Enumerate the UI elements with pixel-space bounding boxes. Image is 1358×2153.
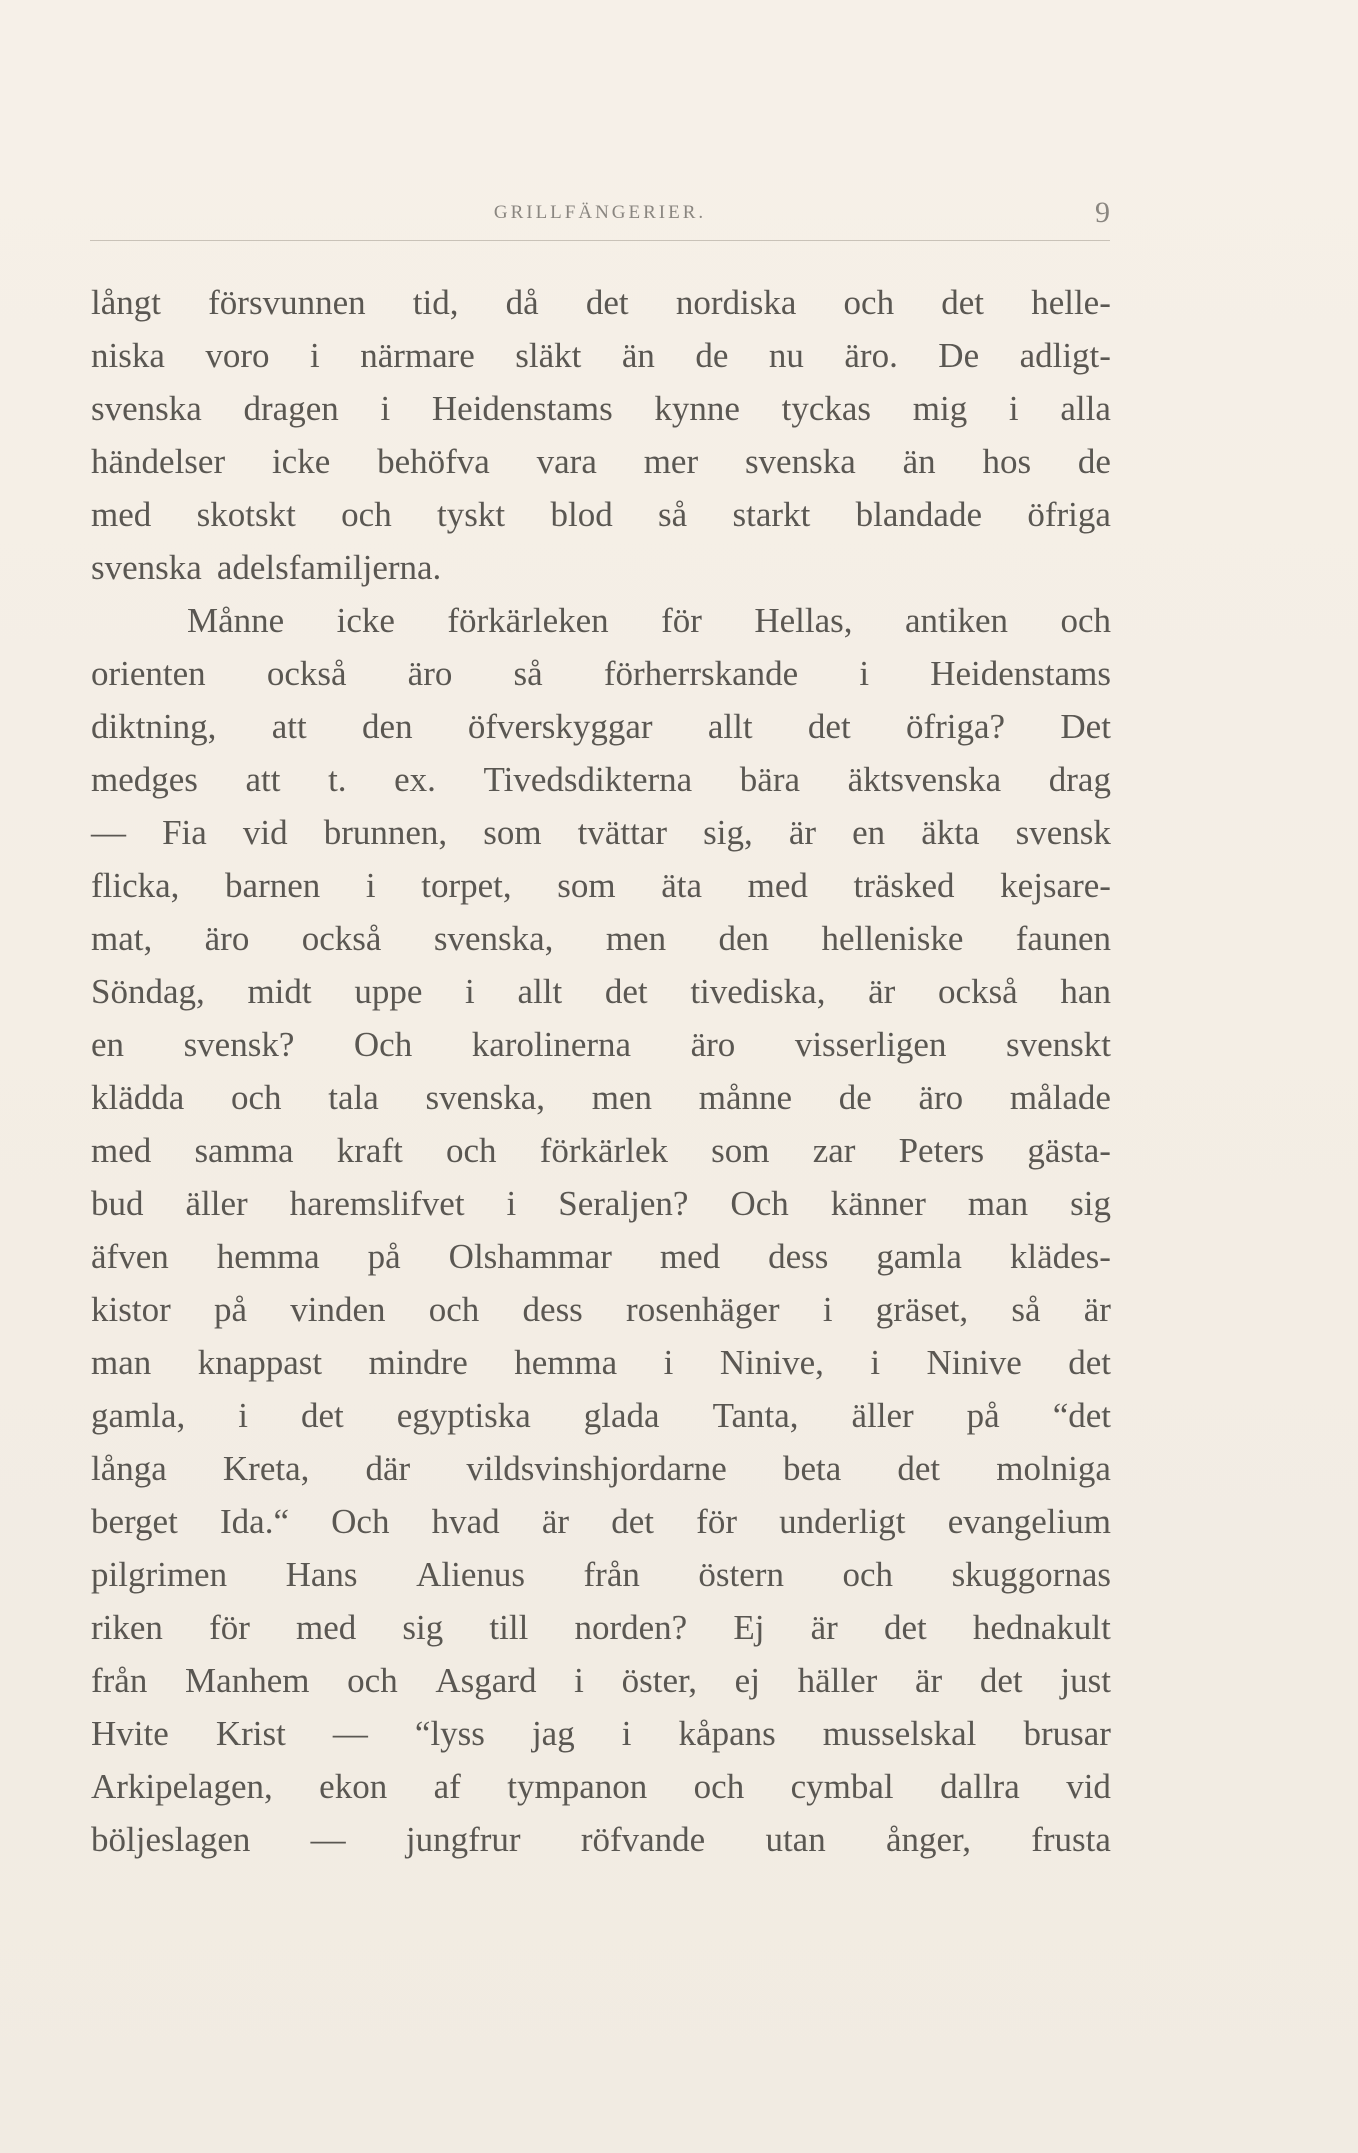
word: händelser — [91, 442, 226, 481]
word: underligt — [779, 1502, 906, 1541]
word: svenska — [91, 389, 202, 428]
running-head — [90, 196, 1110, 241]
word: karolinerna — [471, 1025, 632, 1064]
word: Månne — [187, 601, 285, 640]
word: tyckas — [781, 389, 872, 428]
word: den — [718, 919, 770, 958]
word: haremslifvet — [289, 1184, 465, 1223]
word: känner — [830, 1184, 926, 1223]
word: icke — [336, 601, 395, 640]
word: gästa- — [1027, 1131, 1111, 1170]
word: det — [897, 1449, 941, 1488]
word: i — [621, 1714, 632, 1753]
word: med — [659, 1237, 721, 1276]
text-line — [91, 1760, 1111, 1813]
word: helle- — [1031, 283, 1111, 322]
word: Söndag, — [91, 972, 205, 1011]
word: det — [979, 1661, 1023, 1700]
word: tala — [328, 1078, 379, 1117]
word: från — [91, 1661, 148, 1700]
word: för — [661, 601, 702, 640]
word: Ninive, — [719, 1343, 824, 1382]
word: hvad — [431, 1502, 500, 1541]
word: glada — [583, 1396, 660, 1435]
word: där — [365, 1449, 411, 1488]
word: att — [245, 760, 281, 799]
word: i — [465, 972, 475, 1011]
word: medges — [91, 760, 198, 799]
word: adligt- — [1019, 336, 1111, 375]
text-line — [91, 1018, 1111, 1071]
text-line — [91, 488, 1111, 541]
word: det — [1068, 1343, 1111, 1382]
word: den — [362, 707, 413, 746]
word: t. — [328, 760, 347, 799]
word: voro — [205, 336, 270, 375]
word: midt — [247, 972, 312, 1011]
word: som — [711, 1131, 770, 1170]
word: mer — [643, 442, 699, 481]
word: skuggornas — [951, 1555, 1111, 1594]
word: och — [693, 1767, 745, 1806]
word: äkta — [921, 813, 980, 852]
word: ej — [734, 1661, 760, 1700]
word: också — [938, 972, 1018, 1011]
word: försvunnen — [208, 283, 366, 322]
word: är — [915, 1661, 943, 1700]
word: tympanon — [507, 1767, 648, 1806]
word: med — [91, 495, 152, 534]
word: i — [822, 1290, 833, 1329]
word: öster, — [621, 1661, 697, 1700]
word: dess — [768, 1237, 829, 1276]
word: — — [91, 813, 126, 852]
word: Kreta, — [222, 1449, 310, 1488]
text-line — [91, 1283, 1111, 1336]
word: långt — [91, 283, 161, 322]
text-line — [91, 329, 1111, 382]
word: närmare — [360, 336, 475, 375]
word: “lyss — [414, 1714, 485, 1753]
word: sig, — [703, 813, 753, 852]
word: brusar — [1023, 1714, 1111, 1753]
word: äro — [918, 1078, 964, 1117]
word: också — [266, 654, 347, 693]
word: han — [1060, 972, 1111, 1011]
word: med — [747, 866, 808, 905]
word: hemma — [514, 1343, 618, 1382]
word: faunen — [1015, 919, 1111, 958]
word: Heidenstams — [431, 389, 613, 428]
word: Tanta, — [712, 1396, 799, 1435]
text-line — [91, 1071, 1111, 1124]
page-number: 9 — [1095, 196, 1110, 229]
word: och — [231, 1078, 282, 1117]
word: träsked — [853, 866, 955, 905]
text-line — [91, 647, 1111, 700]
text-line — [91, 1707, 1111, 1760]
word: tyskt — [437, 495, 506, 534]
text-line — [91, 382, 1111, 435]
word: äro — [204, 919, 250, 958]
word: Tivedsdikterna — [483, 760, 693, 799]
word: i — [1008, 389, 1019, 428]
word: bära — [739, 760, 801, 799]
word: är — [788, 813, 817, 852]
word: musselskal — [822, 1714, 977, 1753]
word: förkärlek — [539, 1131, 668, 1170]
word: evangelium — [947, 1502, 1111, 1541]
word: häller — [797, 1661, 878, 1700]
word: äta — [661, 866, 702, 905]
word: pilgrimen — [91, 1555, 228, 1594]
word: till — [489, 1608, 529, 1647]
word: och — [843, 283, 895, 322]
word: men — [591, 1078, 653, 1117]
word: svenska, — [433, 919, 554, 958]
word: för — [696, 1502, 737, 1541]
word: gamla, — [91, 1396, 186, 1435]
word: äktsvenska — [847, 760, 1002, 799]
word: zar — [812, 1131, 856, 1170]
word: vildsvinshjordarne — [466, 1449, 727, 1488]
word: öfriga? — [905, 707, 1006, 746]
word: är — [810, 1608, 838, 1647]
word: icke — [271, 442, 331, 481]
word: en — [852, 813, 886, 852]
word: ånger, — [885, 1820, 972, 1859]
word: tid, — [412, 283, 459, 322]
word: i — [506, 1184, 517, 1223]
word: svenska — [744, 442, 856, 481]
word: Ej — [733, 1608, 765, 1647]
word: Asgard — [435, 1661, 537, 1700]
word: det — [807, 707, 851, 746]
word: svensk? — [183, 1025, 295, 1064]
word: utan — [765, 1820, 826, 1859]
word: Hellas, — [754, 601, 853, 640]
text-line — [91, 859, 1111, 912]
word: Alienus — [416, 1555, 525, 1594]
word: det — [611, 1502, 654, 1541]
word: att — [271, 707, 307, 746]
text-line — [91, 1813, 1111, 1866]
word: klädes- — [1009, 1237, 1111, 1276]
word: helleniske — [821, 919, 964, 958]
word: barnen — [225, 866, 321, 905]
word: cymbal — [790, 1767, 894, 1806]
word: släkt — [515, 336, 582, 375]
word: gräset, — [875, 1290, 969, 1329]
text-line — [91, 912, 1111, 965]
text-line — [91, 594, 1111, 647]
word: dragen — [243, 389, 339, 428]
text-line — [91, 753, 1111, 806]
word: starkt — [732, 495, 811, 534]
running-title: GRILLFÄNGERIER. — [493, 202, 707, 223]
word: kynne — [654, 389, 740, 428]
word: hemma — [216, 1237, 320, 1276]
word: torpet, — [421, 866, 512, 905]
text-line — [91, 1177, 1111, 1230]
text-line — [91, 541, 1111, 594]
word: allt — [517, 972, 563, 1011]
word: allt — [707, 707, 753, 746]
word: brunnen, — [323, 813, 448, 852]
text-line — [91, 1124, 1111, 1177]
word: kistor — [91, 1290, 171, 1329]
word: orienten — [91, 654, 206, 693]
word: långa — [91, 1449, 167, 1488]
word: är — [868, 972, 896, 1011]
word: i — [365, 866, 376, 905]
word: i — [238, 1396, 248, 1435]
word: de — [695, 336, 729, 375]
word: knappast — [197, 1343, 323, 1382]
text-line — [91, 435, 1111, 488]
word: Manhem — [185, 1661, 310, 1700]
word: man — [91, 1343, 152, 1382]
word: och — [341, 495, 392, 534]
word: det — [585, 283, 629, 322]
word: vinden — [290, 1290, 386, 1329]
word: röfvande — [580, 1820, 706, 1859]
word: på — [367, 1237, 401, 1276]
word: i — [663, 1343, 674, 1382]
word: Hans — [285, 1555, 358, 1594]
word: — — [310, 1820, 346, 1859]
word: man — [967, 1184, 1029, 1223]
word: klädda — [91, 1078, 185, 1117]
word: vid — [1066, 1767, 1111, 1806]
word: Ninive — [926, 1343, 1022, 1382]
word: för — [209, 1608, 250, 1647]
word: blandade — [855, 495, 982, 534]
word: från — [583, 1555, 640, 1594]
word: än — [621, 336, 655, 375]
word: berget — [91, 1502, 178, 1541]
word: det — [883, 1608, 927, 1647]
word: Seraljen? — [558, 1184, 689, 1223]
word: äro — [690, 1025, 736, 1064]
word: öfriga — [1027, 495, 1111, 534]
word: Olshammar — [448, 1237, 612, 1276]
word: det — [604, 972, 648, 1011]
word: de — [1077, 442, 1111, 481]
word: tvättar — [577, 813, 668, 852]
word: skotskt — [196, 495, 296, 534]
word: hednakult — [972, 1608, 1111, 1647]
text-line — [91, 700, 1111, 753]
word: äro — [407, 654, 453, 693]
word: i — [380, 389, 391, 428]
word: så — [1011, 1290, 1041, 1329]
word: och — [842, 1555, 894, 1594]
word: och — [347, 1661, 398, 1700]
word: med — [296, 1608, 357, 1647]
word: mindre — [368, 1343, 468, 1382]
word: Arkipelagen, — [91, 1767, 273, 1806]
word: en — [91, 1025, 125, 1064]
word: ex. — [394, 760, 436, 799]
word: öfverskyggar — [467, 707, 653, 746]
word: som — [557, 866, 616, 905]
word: vara — [536, 442, 597, 481]
word: svenskt — [1005, 1025, 1111, 1064]
text-line — [91, 806, 1111, 859]
word: niska — [91, 336, 165, 375]
word: norden? — [574, 1608, 688, 1647]
word: månne — [698, 1078, 793, 1117]
word: så — [513, 654, 543, 693]
word: i — [859, 654, 870, 693]
word: förherrskande — [603, 654, 799, 693]
word: förkärleken — [447, 601, 609, 640]
word: tivediska, — [690, 972, 826, 1011]
text-line — [91, 1495, 1111, 1548]
word: då — [505, 283, 539, 322]
word: mat, — [91, 919, 153, 958]
word: Hvite — [91, 1714, 169, 1753]
word: Och — [331, 1502, 390, 1541]
word: på — [213, 1290, 248, 1329]
word: samma — [194, 1131, 294, 1170]
text-line — [91, 1654, 1111, 1707]
word: äfven — [91, 1237, 169, 1276]
text-line — [91, 1442, 1111, 1495]
word: dallra — [940, 1767, 1020, 1806]
word: adelsfamiljerna. — [216, 548, 442, 587]
word: jungfrur — [405, 1820, 521, 1859]
text-line — [91, 276, 1111, 329]
word: mig — [912, 389, 968, 428]
word: svenska — [91, 548, 202, 587]
word: frusta — [1031, 1820, 1111, 1859]
word: än — [902, 442, 936, 481]
word: kåpans — [678, 1714, 776, 1753]
text-line — [91, 1601, 1111, 1654]
word: drag — [1048, 760, 1111, 799]
word: i — [309, 336, 320, 375]
word: molniga — [996, 1449, 1111, 1488]
text-line — [91, 1548, 1111, 1601]
word: och — [1060, 601, 1111, 640]
word: beta — [782, 1449, 842, 1488]
word: det — [941, 283, 985, 322]
word: dess — [522, 1290, 583, 1329]
text-line — [91, 1389, 1111, 1442]
word: vid — [242, 813, 288, 852]
word: det — [300, 1396, 344, 1435]
word: Ida.“ — [220, 1502, 289, 1541]
word: — — [332, 1714, 368, 1753]
word: af — [433, 1767, 461, 1806]
word: på — [966, 1396, 1000, 1435]
word: just — [1060, 1661, 1111, 1700]
word: Fia — [162, 813, 207, 852]
word: De — [938, 336, 980, 375]
word: böljeslagen — [91, 1820, 251, 1859]
word: och — [446, 1131, 497, 1170]
word: sig — [1070, 1184, 1111, 1223]
word: så — [658, 495, 688, 534]
word: “det — [1052, 1396, 1111, 1435]
word: behöfva — [377, 442, 490, 481]
word: svensk — [1015, 813, 1111, 852]
word: östern — [698, 1555, 784, 1594]
word: bud — [91, 1184, 144, 1223]
word: Heidenstams — [930, 654, 1111, 693]
word: och — [428, 1290, 480, 1329]
word: Peters — [898, 1131, 985, 1170]
word: hos — [982, 442, 1032, 481]
word: gamla — [876, 1237, 962, 1276]
word: Och — [730, 1184, 789, 1223]
word: målade — [1009, 1078, 1111, 1117]
word: alla — [1060, 389, 1111, 428]
word: uppe — [354, 972, 423, 1011]
body-text — [91, 276, 1111, 1866]
word: diktning, — [91, 707, 217, 746]
word: äro. — [844, 336, 898, 375]
word: nu — [768, 336, 804, 375]
word: äller — [851, 1396, 914, 1435]
word: blod — [550, 495, 613, 534]
word: riken — [91, 1608, 163, 1647]
word: men — [605, 919, 667, 958]
word: svenska, — [425, 1078, 546, 1117]
word: är — [1083, 1290, 1111, 1329]
word: visserligen — [794, 1025, 947, 1064]
word: i — [574, 1661, 584, 1700]
word: rosenhäger — [626, 1290, 780, 1329]
word: Krist — [215, 1714, 286, 1753]
text-line — [91, 1336, 1111, 1389]
word: Och — [353, 1025, 413, 1064]
word: som — [483, 813, 542, 852]
word: kraft — [336, 1131, 403, 1170]
word: äller — [185, 1184, 248, 1223]
word: sig — [402, 1608, 444, 1647]
word: också — [301, 919, 382, 958]
word: Det — [1060, 707, 1111, 746]
word: med — [91, 1131, 152, 1170]
word: är — [541, 1502, 570, 1541]
word: i — [870, 1343, 881, 1382]
word: jag — [531, 1714, 575, 1753]
word: de — [838, 1078, 872, 1117]
word: egyptiska — [396, 1396, 531, 1435]
word: flicka, — [91, 866, 180, 905]
word: nordiska — [675, 283, 797, 322]
word: antiken — [904, 601, 1008, 640]
text-line — [91, 965, 1111, 1018]
word: ekon — [319, 1767, 388, 1806]
text-line — [91, 1230, 1111, 1283]
word: kejsare- — [1000, 866, 1111, 905]
